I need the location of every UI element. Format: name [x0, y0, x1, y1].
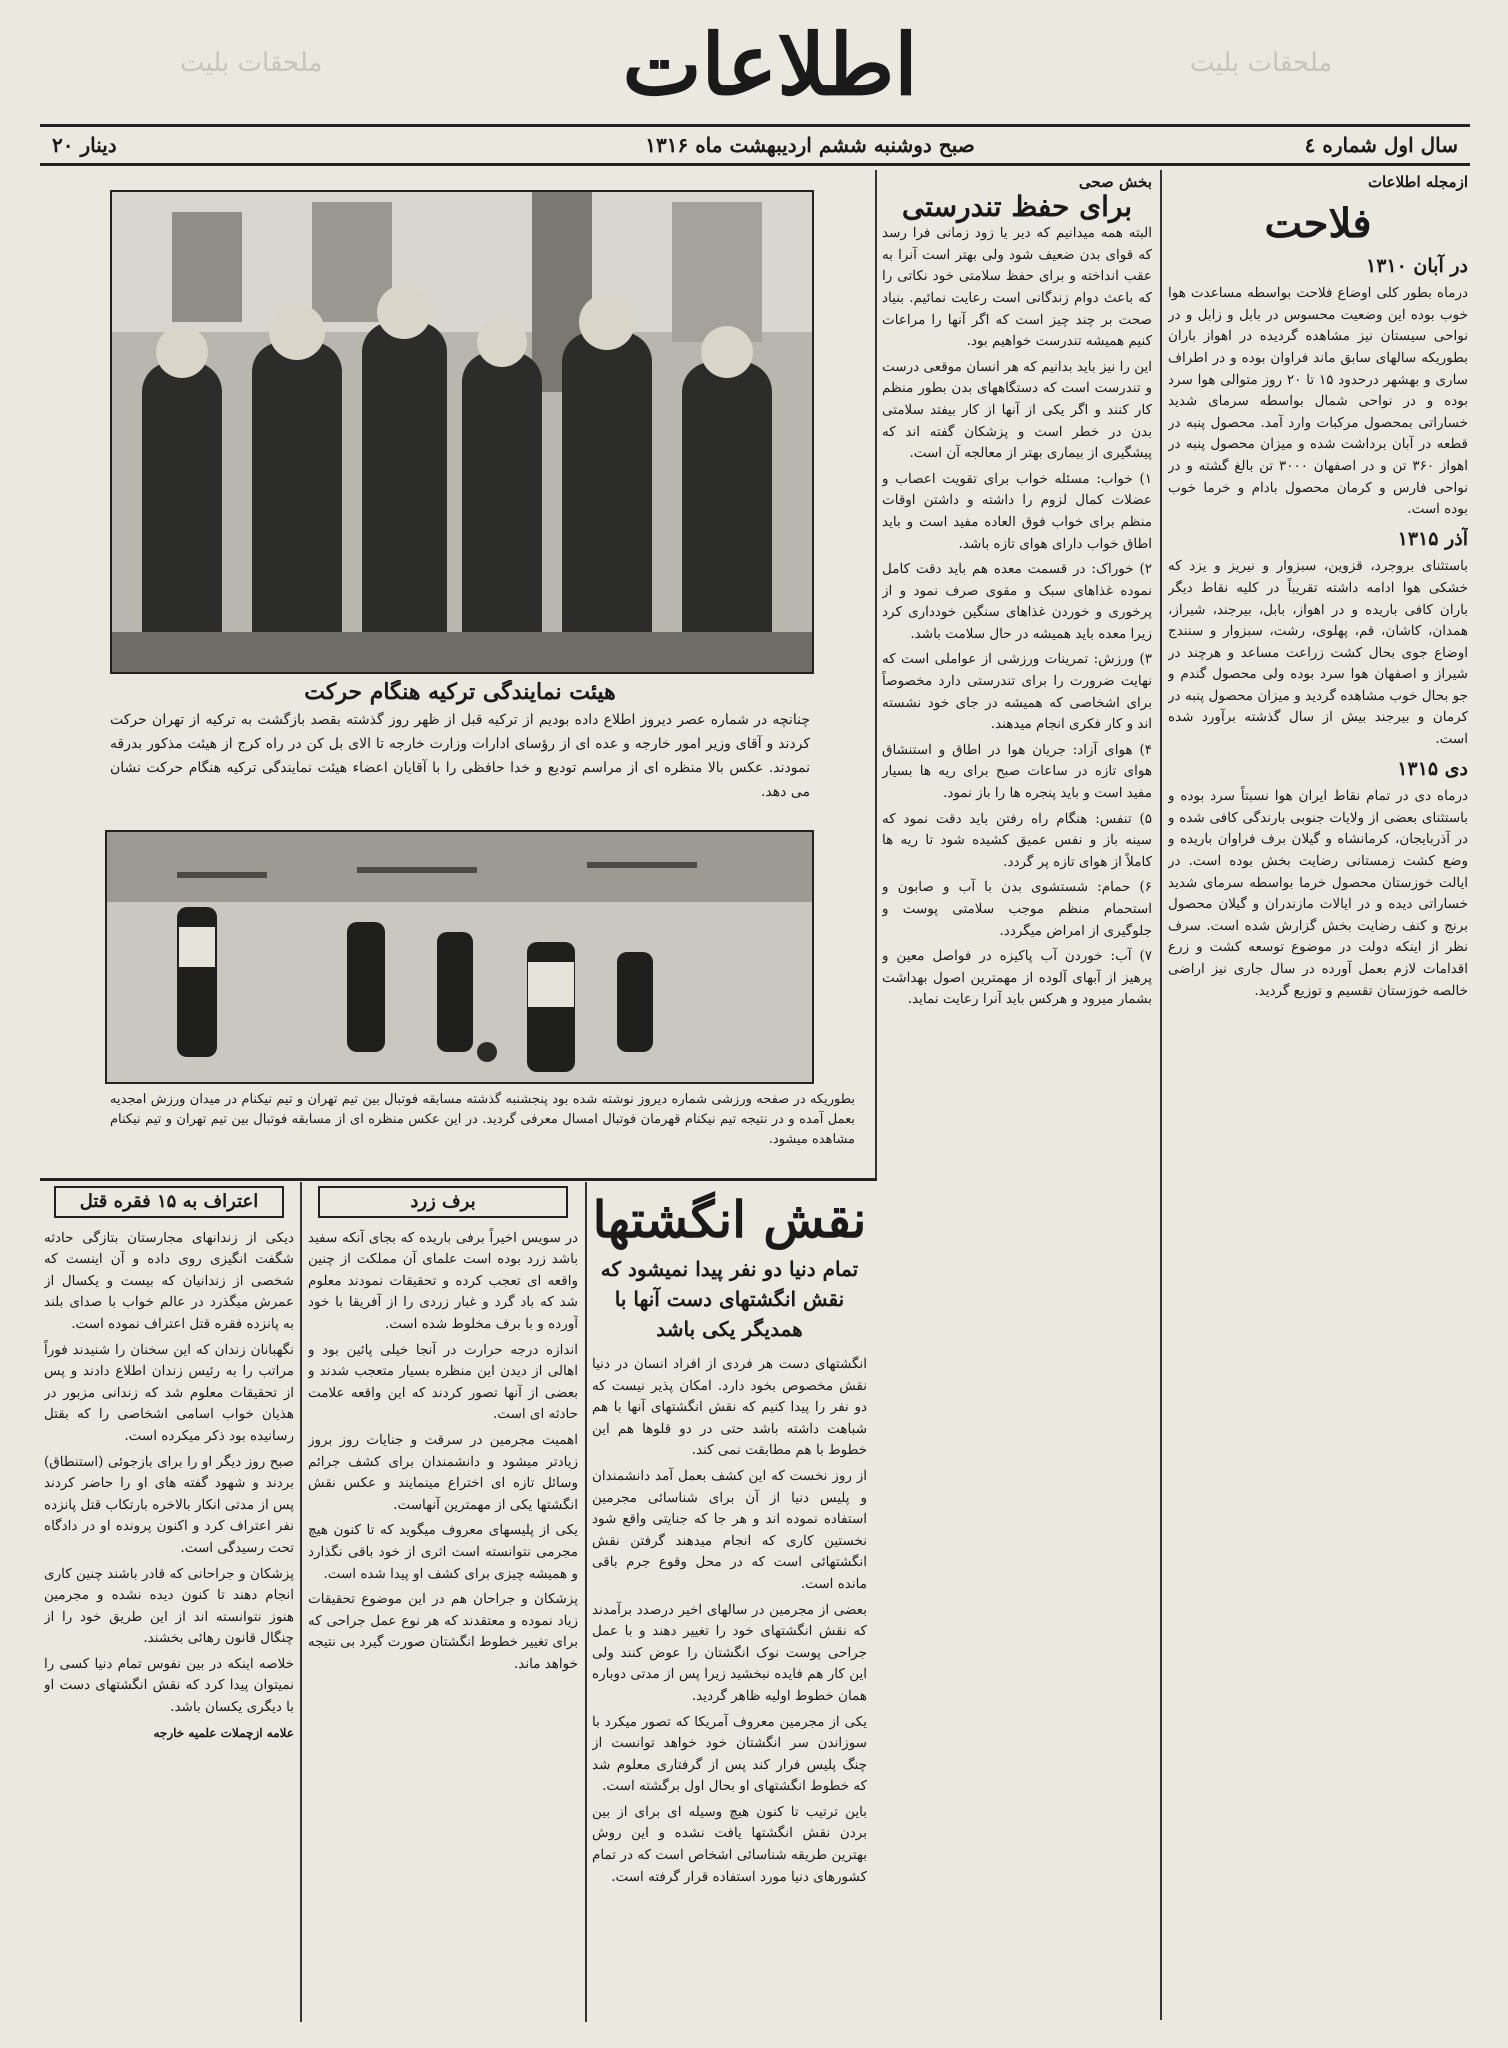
confession-paragraph: صبح روز دیگر او را برای بازجوئی (استنطاق) بردند و شهود گفته های او را حاضر کردند پس از مدتی انکار بالاخره بارتکاب قتل پانزده نفر اعتراف کرد و اکنون پرونده او در دادگاه تحت رسیدگی است.	[44, 1453, 294, 1556]
health-paragraph: ۶) حمام: شستشوی بدن با آب و صابون و استحمام منظم موجب سلامتی پوست و جلوگیری از امراض میگردد.	[882, 879, 1152, 939]
confession-paragraph: نگهبانان زندان که این سخنان را شنیدند فوراً مراتب را به رئیس زندان اطلاع دادند و پس از تحقیقات معلوم شد که زندانی مزبور در هذیان خواب اسامی اشخاصی را که بقتل رسانیده بود ذکر میکرده است.	[44, 1341, 294, 1444]
column-divider	[1160, 170, 1162, 2020]
fingerprints-column	[592, 1186, 867, 2016]
fingerprints-paragraph: باین ترتیب تا کنون هیچ وسیله ای برای از بین بردن نقش انگشتها یافت نشده و این روش بهترین طریقه شناسائی اشخاص است که در تمام کشورهای دنیا مورد استفاده قرار گرفته است.	[592, 1803, 867, 1885]
fingerprints-title: نقش انگشتها	[592, 1190, 867, 1249]
agriculture-column	[1168, 172, 1468, 2022]
fingerprints-paragraph: انگشتهای دست هر فردی از افراد انسان در دنیا نقش مخصوص بخود دارد. امکان پذیر نیست که دو نفر را پیدا کنیم که نقش انگشتهای آنها با هم شباهت داشته باشد حتی در دو قلوها هم این خطوط با هم مطابقت نمی کند.	[592, 1356, 867, 1459]
yellow-snow-column	[308, 1186, 578, 2016]
ceremony-caption-title: هیئت نمایندگی ترکیه هنگام حرکت	[304, 680, 616, 705]
ceremony-caption	[110, 680, 810, 810]
agriculture-section-body: باستثنای بروجرد، قزوین، سبزوار و نیریز و یزد که خشکی هوا ادامه داشته تقریباً در کلیه نقاط دیگر باران کافی باریده و در اهواز، بابل، بیرجند، شیراز، همدان، کاشان، قم، پهلوی، رشت، سبزوار و سنندج اوضاع جوی بحال کشت زراعت مساعد و هرچند در شیراز و اصفهان هوا سرد بوده ولی محصول گندم و جو بحال خوب مشاهده گردید و میزان محصول پنبه در کرمان و بیرجند بیش از سال گذشته برآورد شده است.	[1168, 558, 1468, 748]
ceremony-photo	[110, 190, 814, 674]
column-divider	[300, 1182, 302, 2022]
fingerprints-paragraph: بعضی از مجرمین در سالهای اخیر درصدد برآمدند که نقش انگشتهای خود را تغییر دهند و با عمل جراحی پوست نوک انگشتان را عوض کنند ولی این کار هم فایده نبخشید زیرا پس از مدتی دوباره همان خطوط اولیه ظاهر گردید.	[592, 1601, 867, 1704]
agriculture-section-heading: آذر ۱۳۱۵	[1397, 527, 1468, 550]
column-divider	[585, 1182, 587, 2022]
yellow-snow-title: برف زرد	[318, 1186, 568, 1218]
yellow-snow-paragraph: در سویس اخیراً برفی باریده که بجای آنکه سفید باشد زرد بوده است علمای آن مملکت از چنین واقعه ای تعجب کرده و تحقیقات نمودند معلوم شد که باد گرد و غبار زردی را از آفریقا با خود آورده و با برف مخلوط شده است.	[308, 1229, 578, 1332]
health-paragraph: ۷) آب: خوردن آب پاکیزه در فواصل معین و پرهیز از آبهای آلوده از مهمترین اصول بهداشت بشمار میرود و هرکس باید آنرا رعایت نماید.	[882, 948, 1152, 1008]
ceremony-photo-image	[112, 192, 812, 672]
health-title: برای حفظ تندرستی	[901, 189, 1133, 223]
confession-author: علامه ازچملات علمیه خارجه	[153, 1725, 294, 1740]
column-divider	[875, 170, 877, 1180]
issue-date: صبح دوشنبه ششم اردیبهشت ماه ۱۳۱۶	[645, 133, 975, 157]
agriculture-section-body: درماه دی در تمام نقاط ایران هوا نسبتاً سرد بوده و باستثنای بعضی از ولایات جنوبی بارندگی کافی شده و در آذربایجان، کرمانشاه و گیلان برف فراوان باریده و وضع کشت زمستانی رضایت بخش بوده است. در ایالت خوزستان محصول خرما بواسطه سرمای شدید خساراتی دیده و در ایالات مازندران و گیلان محصول برنج و کنف رضایت بخش گزارش شده است. سرف نظر از اینکه دولت در موضوع توسعه کشت و زرع اقدامات لازم بعمل آورده در سال جاری نیز اراضی خالصه خوزستان تقسیم و توزیع گردید.	[1168, 788, 1468, 999]
health-paragraph: البته همه میدانیم که دیر یا زود زمانی فرا رسد که قوای بدن ضعیف شود ولی بهتر است آنرا به عقب انداخته و برای حفظ سلامتی خود نکاتی را که باعث دوام زندگانی است رعایت نمائیم. بنیاد صحت بر چند چیز است که اگر آنها را مراعات کنیم همیشه تندرست خواهیم بود.	[882, 225, 1152, 350]
masthead-faint-right: ملحقات بلیت	[1190, 48, 1333, 78]
masthead-rule-bottom	[40, 163, 1470, 166]
yellow-snow-paragraph: یکی از پلیسهای معروف میگوید که تا کنون هیچ مجرمی نتوانسته است اثری از خود باقی نگذارد و همیشه چیزی برای کشف او پیدا شده است.	[308, 1522, 578, 1582]
fingerprints-paragraph: یکی از مجرمین معروف آمریکا که تصور میکرد با سوزاندن سر انگشتان خود خواهد توانست از چنگ پلیس فرار کند پس از گرفتاری معلوم شد که خطوط انگشتهای او بحال اول برگشته است.	[592, 1713, 867, 1795]
football-caption	[110, 1090, 855, 1170]
health-kicker: بخش صحی	[1078, 173, 1152, 191]
issue-number: سال اول شماره ٤	[1304, 133, 1458, 157]
masthead-faint-left: ملحقات بلیت	[180, 48, 323, 78]
yellow-snow-paragraph: اهمیت مجرمین در سرقت و جنایات روز بروز زیادتر میشود و دانشمندان برای کشف جرائم وسائل تازه ای اختراع مینمایند و عکس نقش انگشتها یکی از مهمترین آنهاست.	[308, 1431, 578, 1513]
confession-paragraph: پزشکان و جراحانی که قادر باشند چنین کاری انجام دهند تا کنون دیده نشده و مجرمین هنوز نتوانسته اند از این طریق خود را از چنگال قانون رهائی بخشند.	[44, 1565, 294, 1647]
agriculture-section-heading: دی ۱۳۱۵	[1397, 757, 1468, 780]
yellow-snow-paragraph: پزشکان و جراحان هم در این موضوع تحقیقات زیاد نموده و معتقدند که هر نوع عمل جراحی که برای تغییر خطوط انگشتان صورت گیرد بی نتیجه خواهد ماند.	[308, 1591, 578, 1672]
masthead-title: اطلاعات	[622, 15, 918, 114]
football-photo-image	[107, 832, 812, 1082]
health-paragraph: ۳) ورزش: تمرینات ورزشی از عواملی است که نهایت ضرورت را برای تندرستی دارد مخصوصاً برای اشخاصی که همیشه در جای خود نشسته اند و کار فکری انجام میدهند.	[882, 651, 1152, 733]
confession-paragraph: دیکی از زندانهای مجارستان بتازگی حادثه شگفت انگیزی روی داده و آن اینست که شخصی از زندانیان که بیست و یکسال از عمرش میگذرد در عالم خواب با صدای بلند به پانزده فقره قتل اعتراف نموده است.	[44, 1229, 294, 1332]
health-paragraph: ۱) خواب: مسئله خواب برای تقویت اعصاب و عضلات کمال لزوم را داشته و داشتن اوقات منظم برای خواب فوق العاده مفید است و باید اطاق خواب دارای هوای تازه باشد.	[882, 470, 1152, 552]
health-paragraph: ۲) خوراک: در قسمت معده هم باید دقت کامل نموده غذاهای سبک و مقوی صرف نمود و از پرخوری و خوردن غذاهای سنگین خودداری کرد زیرا معده باید همیشه در حال سلامت باشد.	[882, 561, 1152, 642]
confession-column	[44, 1186, 294, 2016]
price: ۲۰ دینار	[52, 133, 117, 157]
ceremony-caption-text: چنانچه در شماره عصر دیروز اطلاع داده بودیم از ترکیه قبل از ظهر روز گذشته بقصد بازگشت به ترکیه از تهران حرکت کردند و آقای وزیر امور خارجه و عده ای از رؤسای ادارات وزارت خارجه تا الای بل کن در راه کرج از هیئت مذکور بدرقه نمودند. عکس بالا منظره ای از مراسم تودیع و خدا حافظی را با آقایان اعضاء هیئت نمایندگی ترکیه هنگام حرکت نشان می دهد.	[110, 712, 810, 800]
health-paragraph: ۴) هوای آزاد: جریان هوا در اطاق و استنشاق هوای تازه در ساعات صبح برای ریه ها بسیار مفید است و باید پنجره ها را باز نمود.	[882, 741, 1152, 802]
agriculture-kicker: ازمجله اطلاعات	[1367, 173, 1468, 191]
section-rule	[40, 1178, 877, 1181]
agriculture-title: فلاحت	[1264, 199, 1372, 247]
agriculture-section-heading: در آبان ۱۳۱۰	[1365, 254, 1468, 277]
agriculture-section-body: درماه بطور کلی اوضاع فلاحت بواسطه مساعدت هوا خوب بوده این وضعیت محسوس در بابل و زابل و در نواحی سیستان نیز مشاهده گردیده در اهواز باران بطوریکه سالهای سابق ماند فراوان بوده و در اطراف ساری و بهشهر درحدود ۱۵ تا ۲۰ روز متوالی هوا سرد بوده و در نواحی شمال بواسطه سرمای شدید خساراتی بمحصول مرکبات وارد آمد. محصول پنبه در قطعه در آبان برداشت شده و میزان محصول پنبه در اهواز ۳۶۰ تن و در اصفهان ۳۰۰۰ تن بالغ گشته و در نواحی فارس و کرمان محصول بادام و خرما خوب بوده است.	[1168, 285, 1468, 518]
health-paragraph: ۵) تنفس: هنگام راه رفتن باید دقت نمود که سینه باز و نفس عمیق کشیده شود تا ریه ها کاملاً از هوای تازه پر گردد.	[882, 810, 1152, 870]
confession-paragraph: خلاصه اینکه در بین نفوس تمام دنیا کسی را نمیتوان پیدا کرد که نقش انگشتهای دست او با دیگری یکسان باشد.	[44, 1655, 294, 1716]
yellow-snow-paragraph: اندازه درجه حرارت در آنجا خیلی پائین بود و اهالی از دیدن این منظره بسیار متعجب شدند و بعضی از آنها تصور کردند که این واقعه علامت حادثه ای است.	[308, 1341, 578, 1423]
health-column	[882, 172, 1152, 1172]
confession-title: اعتراف به ۱۵ فقره قتل	[54, 1186, 284, 1218]
football-caption-text: بطوریکه در صفحه ورزشی شماره دیروز نوشته شده بود پنجشنبه گذشته مسابقه فوتبال بین تیم تهران و تیم نیکنام در میدان ورزش امجدیه بعمل آمده و در نتیجه تیم نیکنام قهرمان فوتبال امسال معرفی گردید. در این عکس منظره ای از مسابقه فوتبال بین تیم تهران و تیم نیکنام مشاهده میشود.	[110, 1092, 855, 1147]
masthead-rule-top	[40, 124, 1470, 127]
football-photo	[105, 830, 814, 1084]
dateline	[40, 130, 1470, 160]
fingerprints-subtitle: تمام دنیا دو نفر پیدا نمیشود که نقش انگشتهای دست آنها با همدیگر یکی باشد	[600, 1257, 859, 1341]
fingerprints-paragraph: از روز نخست که این کشف بعمل آمد دانشمندان و پلیس دنیا از آن برای شناسائی مجرمین استفاده نموده اند و هر جا که جنایتی واقع شود نخستین کاری که انجام میدهند گرفتن نقش انگشتهائی است که در محل وقوع جرم باقی مانده است.	[592, 1467, 867, 1592]
health-paragraph: این را نیز باید بدانیم که هر انسان موقعی درست و تندرست است که دستگاههای بدن بطور منظم کار کنند و اگر یکی از آنها از کار بیفتد سلامتی بدن در خطر است و پزشکان گفته اند که پیشگیری از بیماری بهتر از معالجه آن است.	[882, 358, 1152, 462]
